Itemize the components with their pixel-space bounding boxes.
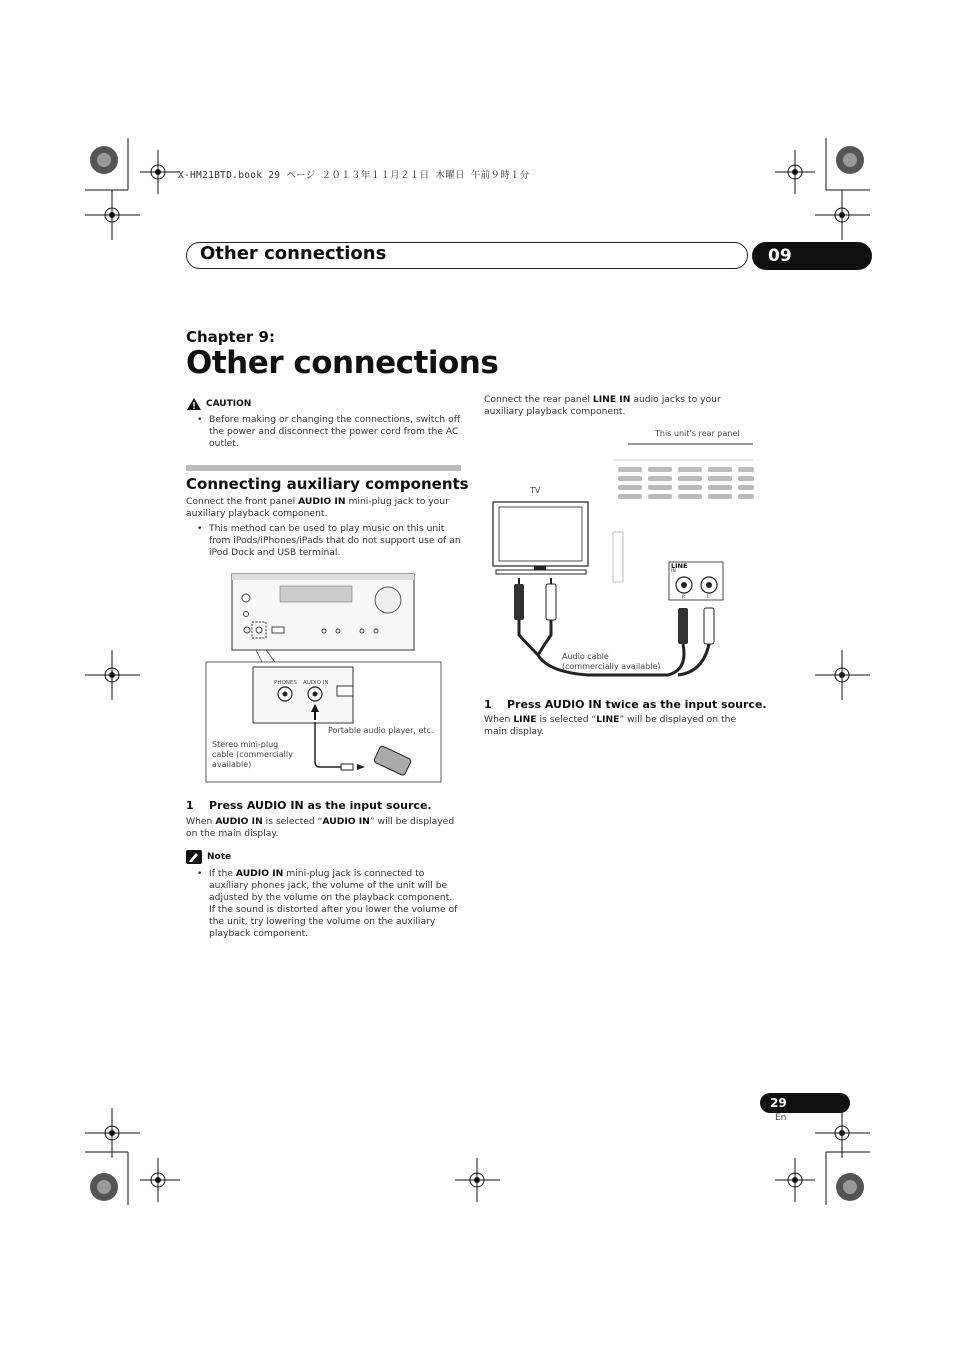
chapter-title: Other connections	[186, 345, 499, 381]
mini-plug-cable-label: Stereo mini-plug cable (commercially available)	[212, 740, 293, 769]
note-icon	[186, 850, 202, 864]
chapter-label: Chapter 9:	[186, 328, 275, 346]
in-label: IN	[671, 569, 676, 574]
header-title: Other connections	[200, 243, 387, 264]
file-stamp: X-HM21BTD.book 29 ページ ２０１３年１１月２１日 木曜日 午前９時１分	[178, 170, 530, 181]
note-heading: Note	[207, 852, 232, 862]
r-label: R	[682, 595, 686, 600]
caution-bullet: • Before making or changing the connections, switch off the power and disconnect the power cord from the AC outlet.	[209, 414, 461, 450]
line-label: LINE	[671, 562, 688, 570]
warning-icon	[186, 397, 202, 411]
section-bullet: • This method can be used to play music on this unit from iPods/iPhones/iPads that do not support use of an iPod Dock and USB terminal.	[209, 523, 461, 559]
step1-right-body: When LINE is selected “LINE” will be displayed on the main display.	[484, 714, 737, 737]
step1-left-body: When AUDIO IN is selected “AUDIO IN” will be displayed on the main display.	[186, 816, 455, 839]
l-label: L	[707, 595, 710, 600]
step1-left-title: 1 Press AUDIO IN as the input source.	[186, 799, 432, 812]
phones-label: PHONES	[274, 680, 297, 686]
audio-cable-label: Audio cable (commercially available)	[562, 652, 661, 671]
right-intro: Connect the rear panel LINE IN audio jacks to your auxiliary playback component.	[484, 394, 721, 417]
language-code: En	[775, 1113, 787, 1123]
step1-right-title: 1 Press AUDIO IN twice as the input source.	[484, 698, 767, 711]
note-bullet: • If the AUDIO IN mini-plug jack is connected to auxiliary phones jack, the volume of the unit will be adjusted by the volume on the playback component. If the sound is distorted after you lower the volume of the unit, try lowering the volume on the auxiliary playback component.	[209, 868, 461, 940]
page-number: 29	[760, 1093, 850, 1113]
chapter-number-badge: 09	[752, 242, 872, 270]
section-rule	[186, 465, 461, 471]
rear-panel-label: This unit’s rear panel	[655, 429, 740, 438]
portable-player-label: Portable audio player, etc.	[328, 726, 434, 735]
section-title: Connecting auxiliary components	[186, 475, 469, 493]
caution-heading: CAUTION	[206, 399, 252, 409]
tv-label: TV	[530, 486, 541, 495]
section-intro: Connect the front panel AUDIO IN mini-plug jack to your auxiliary playback component.	[186, 496, 449, 519]
audio-in-label: AUDIO IN	[303, 680, 329, 686]
